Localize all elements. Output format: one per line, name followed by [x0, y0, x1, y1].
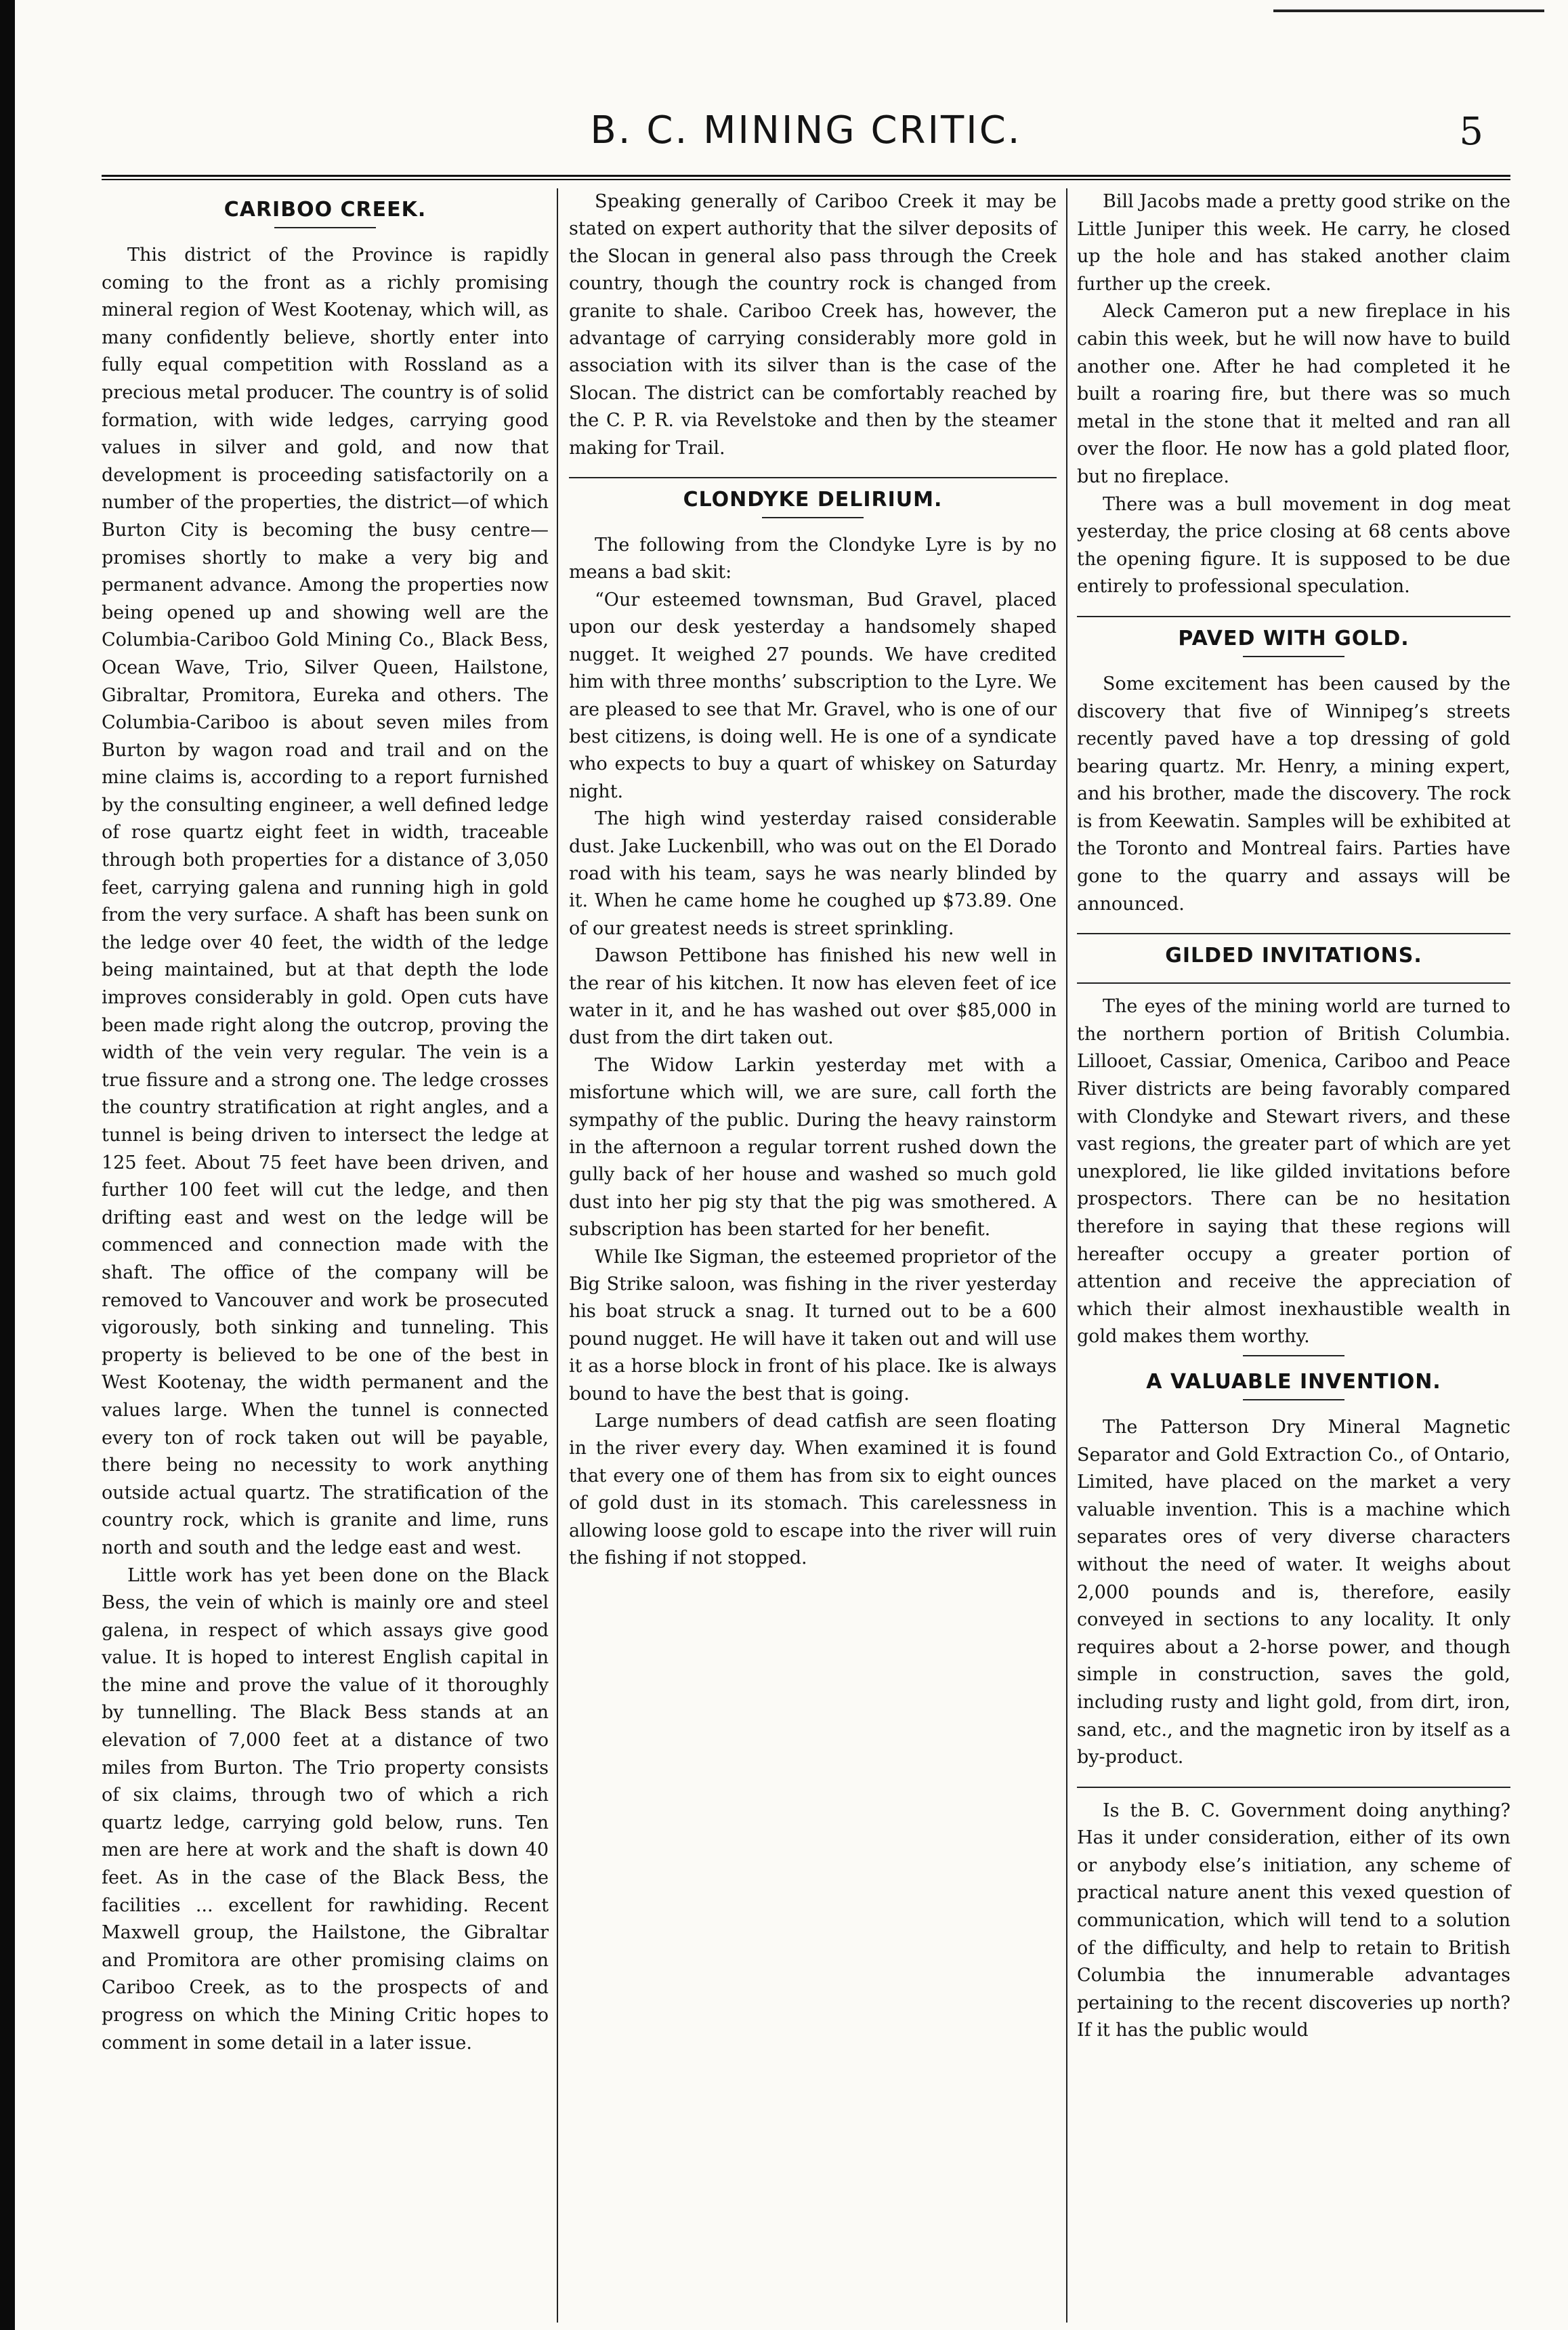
article-paragraph: This district of the Province is rapidly coming to the front as a richly promising mineral region of West Kootenay, which will, as many confidently believe, shortly enter into fully equal competition with Rossland as a precious metal producer. The country is of solid formation, with wide ledges, carrying good values in silver and gold, and now that development is proceeding satisfactorily on a number of the properties, the district—of which Burton City is becoming the busy centre—promises shortly to make a very big and permanent advance. Among the properties now being opened up and showing well are the Columbia-Cariboo Gold Mining Co., Black Bess, Ocean Wave, Trio, Silver Queen, Hailstone, Gibraltar, Promitora, Eureka and others. The Columbia-Cariboo is about seven miles from Burton by wagon road and trail and on the mine claims is, according to a report furnished by the consulting engineer, a well defined ledge of rose quartz eight feet in width, traceable through both properties for a distance of 3,050 feet, carrying galena and running high in gold from the very surface. A shaft has been sunk on the ledge over 40 feet, the width of the ledge being maintained, but at that depth the lode improves considerably in gold. Open cuts have been made right along the outcrop, proving the width of the vein very regular. The vein is a true fissure and a strong one. The ledge crosses the country stratification at right angles, and a tunnel is being driven to intersect the ledge at 125 feet. About 75 feet have been driven, and further 100 feet will cut the ledge, and then drifting east and west on the ledge will be commenced and connection made with the shaft. The office of the company will be removed to Vancouver and work be prosecuted vigorously, both sinking and tunneling. This property is believed to be one of the best in West Kootenay, the width permanent and the values large. When the tunnel is connected every ton of rock taken out will be payable, there being no necessity to work anything outside actual quartz. The stratification of the country rock, which is granite and lime, runs north and south and the ledge east and west.: [102, 245, 549, 1558]
article-paragraph: The Widow Larkin yesterday met with a misfortune which will, we are sure, call forth the sympathy of the public. During the heavy rainstorm in the afternoon a regular torrent rushed down the gully back of her house and washed so much gold dust into her pig sty that the pig was smothered. A subscription has been started for her benefit.: [569, 1054, 1057, 1241]
article-paragraph: The following from the Clondyke Lyre is by no means a bad skit:: [569, 535, 1057, 583]
article-paragraph: “Our esteemed townsman, Bud Gravel, placed upon our desk yesterday a handsomely shaped nugget. It weighed 27 pounds. We have credited him with three months’ subscription to the Lyre. We are pleased to see that Mr. Gravel, who is one of our best citizens, is doing well. He is one of a syndicate who expects to buy a quart of whiskey on Saturday night.: [569, 589, 1057, 802]
section-rule: [1077, 933, 1510, 934]
column-1: [102, 188, 549, 2323]
header-rule: [102, 175, 1510, 180]
section-rule: [1077, 982, 1510, 984]
article-paragraph: Speaking generally of Cariboo Creek it may be stated on expert authority that the silver deposits of the Slocan in general also pass through the Creek country, though the country rock is changed from granite to shale. Cariboo Creek has, however, the advantage of carrying considerably more gold in association with its silver than is the case of the Slocan. The district can be comfortably reached by the C. P. R. via Revelstoke and then by the steamer making for Trail.: [569, 191, 1057, 459]
headline-rule: [762, 517, 864, 518]
article-headline-clondyke: CLONDYKE DELIRIUM.: [683, 488, 943, 512]
column-3: [1077, 188, 1510, 2323]
article-paragraph: Little work has yet been done on the Black Bess, the vein of which is mainly ore and steel galena, in respect of which assays give good value. It is hoped to interest English capital in the mine and prove the value of it thoroughly by tunnelling. The Black Bess stands at an elevation of 7,000 feet at a distance of two miles from Burton. The Trio property consists of six claims, through two of which a rich quartz ledge, carrying gold below, runs. Ten men are here at work and the shaft is down 40 feet. As in the case of the Black Bess, the facilities ... excellent for rawhiding. Recent Maxwell group, the Hailstone, the Gibraltar and Promitora are other promising claims on Cariboo Creek, as to the prospects of and progress on which the Mining Critic hopes to comment in some detail in a later issue.: [102, 1564, 549, 2054]
article-paragraph: The high wind yesterday raised considerable dust. Jake Luckenbill, who was out on the El Dorado road with his team, says he was nearly blinded by it. When he came home he coughed up $73.89. One of our greatest needs is street sprinkling.: [569, 808, 1057, 939]
article-headline-cariboo: CARIBOO CREEK.: [224, 198, 427, 222]
page-title: B. C. MINING CRITIC.: [590, 108, 1022, 152]
article-paragraph: Is the B. C. Government doing anything? Has it under consideration, either of its own or anybody else’s initiation, any scheme of practical nature anent this vexed question of communication, which will tend to a solution of the difficulty, and help to retain to British Columbia the innumerable advantages pertaining to the recent discoveries up north? If it has the public would: [1077, 1799, 1510, 2041]
article-paragraph: Bill Jacobs made a pretty good strike on the Little Juniper this week. He carry, he closed up the hole and has staked another claim further up the creek.: [1077, 191, 1510, 295]
article-paragraph: Dawson Pettibone has finished his new well in the rear of his kitchen. It now has eleven feet of ice water in it, and he has washed out over $85,000 in dust from the dirt taken out.: [569, 945, 1057, 1049]
top-rule-stub: [1273, 9, 1544, 12]
article-paragraph: There was a bull movement in dog meat yesterday, the price closing at 68 cents above the opening figure. It is supposed to be due entirely to professional speculation.: [1077, 493, 1510, 598]
article-paragraph: Large numbers of dead catfish are seen floating in the river every day. When examined it is found that every one of them has from six to eight ounces of gold dust in its stomach. This carelessness in allowing loose gold to escape into the river will ruin the fishing if not stopped.: [569, 1411, 1057, 1569]
article-headline-paved: PAVED WITH GOLD.: [1178, 626, 1410, 650]
article-paragraph: The Patterson Dry Mineral Magnetic Separator and Gold Extraction Co., of Ontario, Limited, have placed on the market a very valuable invention. This is a machine which separates ores of very diverse characters without the need of water. It weighs about 2,000 pounds and is, therefore, easily conveyed in sections to any locality. It only requires about a 2-horse power, and though simple in construction, saves the gold, including rusty and light gold, from dirt, iron, sand, etc., and the magnetic iron by itself as a by-product.: [1077, 1416, 1510, 1768]
headline-rule: [1243, 1355, 1344, 1356]
section-rule: [569, 477, 1057, 478]
section-rule: [1077, 616, 1510, 617]
masthead: [102, 108, 1510, 163]
column-divider: [557, 188, 558, 2323]
article-paragraph: While Ike Sigman, the esteemed proprietor of the Big Strike saloon, was fishing in the river yesterday his boat struck a snag. It turned out to be a 600 pound nugget. He will have it taken out and will use it as a horse block in front of his place. Ike is always bound to have the best that is going.: [569, 1246, 1057, 1405]
headline-rule: [1243, 1399, 1344, 1400]
article-paragraph: Aleck Cameron put a new fireplace in his cabin this week, but he will now have to build another one. After he had completed it he built a roaring fire, but there was so much metal in the stone that it melted and ran all over the floor. He now has a gold plated floor, but no fireplace.: [1077, 301, 1510, 487]
headline-rule: [274, 227, 376, 228]
page-number: 5: [1459, 110, 1483, 154]
column-divider: [1066, 188, 1067, 2323]
article-paragraph: The eyes of the mining world are turned to the northern portion of British Columbia. Lillooet, Cassiar, Omenica, Cariboo and Peace River districts are being favorably compared with Clondyke and Stewart rivers, and these vast regions, the greater part of which are yet unexplored, lie like gilded invitations before prospectors. There can be no hesitation therefore in saying that these regions will hereafter occupy a greater portion of attention and receive the appreciation of which their almost inexhaustible wealth in gold makes them worthy.: [1077, 996, 1510, 1348]
article-headline-gilded: GILDED INVITATIONS.: [1165, 944, 1422, 968]
section-rule: [1077, 1787, 1510, 1788]
article-headline-invention: A VALUABLE INVENTION.: [1146, 1369, 1441, 1394]
column-2: [569, 188, 1057, 2323]
scan-edge: [0, 0, 15, 2330]
headline-rule: [1243, 656, 1344, 657]
article-paragraph: Some excitement has been caused by the discovery that five of Winnipeg’s streets recently paved have a top dressing of gold bearing quartz. Mr. Henry, a mining expert, and his brother, made the discovery. The rock is from Keewatin. Samples will be exhibited at the Toronto and Montreal fairs. Parties have gone to the quarry and assays will be announced.: [1077, 673, 1510, 915]
